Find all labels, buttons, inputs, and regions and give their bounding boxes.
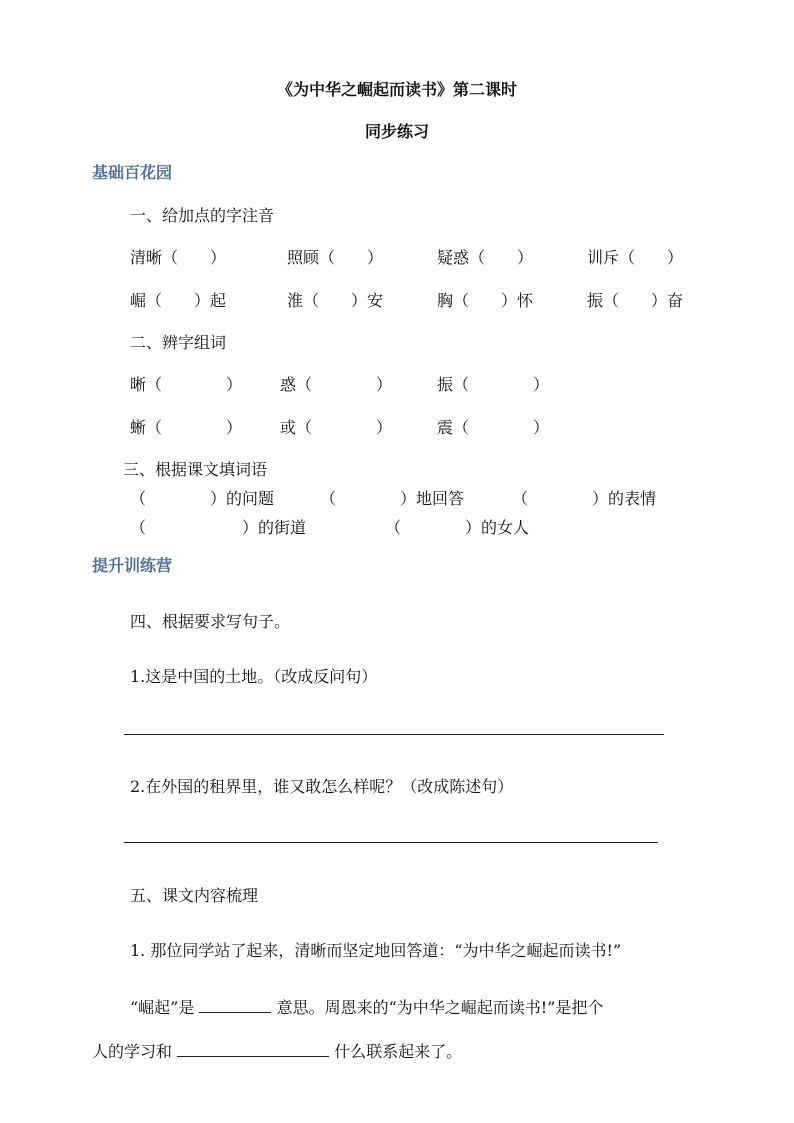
section-advanced: 提升训练营 <box>92 556 173 575</box>
q2-item: 或（ ） <box>280 418 393 437</box>
q1-item: 疑惑（ ） <box>437 248 534 267</box>
q5-paragraph-1: 1. 那位同学站了起来，清晰而坚定地回答道：“为中华之崛起而读书!” <box>130 941 622 960</box>
fill-blank[interactable] <box>177 1040 329 1057</box>
q3-item: （ ）的女人 <box>385 518 530 537</box>
q1-heading: 一、给加点的字注音 <box>130 206 275 225</box>
q3-item: （ ）的街道 <box>130 518 307 537</box>
fill-blank[interactable] <box>199 996 271 1013</box>
q5-heading: 五、课文内容梳理 <box>130 886 259 905</box>
q1-item: 训斥（ ） <box>587 248 684 267</box>
q3-item: （ ）的问题 <box>130 489 275 508</box>
q2-item: 惑（ ） <box>280 375 393 394</box>
q1-item: 振（ ）奋 <box>587 291 684 310</box>
q4-sentence-2: 2.在外国的租界里，谁又敢怎么样呢？（改成陈述句） <box>130 777 514 796</box>
q2-item: 晰（ ） <box>130 375 243 394</box>
q5-text: 意思。周恩来的“为中华之崛起而读书!”是把个 <box>276 998 604 1017</box>
answer-line[interactable] <box>124 734 664 735</box>
q5-paragraph-3 <box>92 1040 462 1061</box>
q5-text: 什么联系起来了。 <box>334 1042 463 1061</box>
q2-heading: 二、辨字组词 <box>130 333 227 352</box>
q3-heading: 三、根据课文填词语 <box>123 460 268 479</box>
q1-item: 照顾（ ） <box>287 248 384 267</box>
q2-item: 蜥（ ） <box>130 418 243 437</box>
q5-paragraph-2 <box>130 996 603 1017</box>
q3-item: （ ）的表情 <box>512 489 657 508</box>
q4-sentence-1: 1.这是中国的土地。（改成反问句） <box>130 667 378 686</box>
q4-heading: 四、根据要求写句子。 <box>130 612 291 631</box>
page-subtitle: 同步练习 <box>364 122 429 141</box>
q2-item: 震（ ） <box>437 418 550 437</box>
q1-item: 崛（ ）起 <box>130 291 227 310</box>
answer-line[interactable] <box>124 842 658 843</box>
q2-item: 振（ ） <box>437 375 550 394</box>
q5-text: “崛起”是 <box>130 998 195 1017</box>
q1-item: 淮（ ）安 <box>287 291 384 310</box>
q3-item: （ ）地回答 <box>320 489 465 508</box>
page-title: 《为中华之崛起而读书》第二课时 <box>276 80 517 99</box>
q1-item: 胸（ ）怀 <box>437 291 534 310</box>
q1-item: 清晰（ ） <box>130 248 227 267</box>
q5-text: 人的学习和 <box>92 1042 173 1061</box>
section-basic: 基础百花园 <box>92 163 173 182</box>
